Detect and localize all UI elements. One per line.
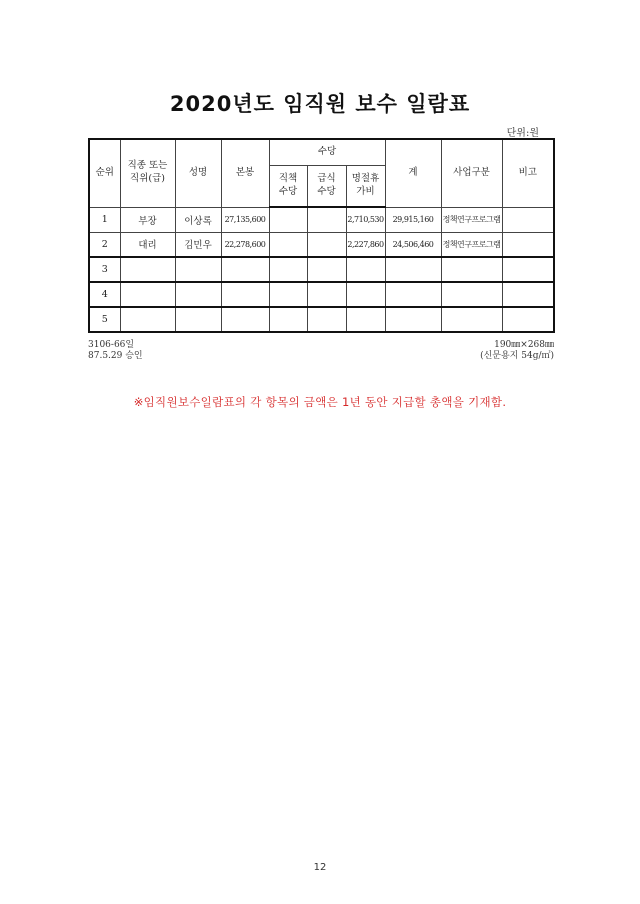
unit-label: 단위:원	[506, 128, 539, 139]
cell-duty	[269, 207, 307, 232]
page-number: 12	[313, 862, 327, 873]
cell-meal	[307, 257, 346, 282]
cell-business: 정책연구프로그램	[441, 232, 502, 257]
cell-holiday: 2,710,530	[346, 207, 385, 232]
cell-holiday	[346, 282, 385, 307]
table-row	[89, 207, 554, 232]
cell-seq: 1	[89, 207, 120, 232]
cell-base-pay: 27,135,600	[221, 207, 269, 232]
table-row	[89, 257, 554, 282]
cell-duty	[269, 257, 307, 282]
cell-position: 부장	[120, 207, 175, 232]
cell-remarks	[502, 307, 554, 332]
header-remarks: 비고	[502, 139, 554, 207]
header-business: 사업구분	[441, 139, 502, 207]
cell-name	[175, 257, 221, 282]
cell-base-pay	[221, 282, 269, 307]
cell-holiday	[346, 257, 385, 282]
page-title: 2020년도 임직원 보수 일람표	[169, 92, 471, 116]
approval-date: 87.5.29 승인	[88, 351, 143, 361]
cell-base-pay: 22,278,600	[221, 232, 269, 257]
paper-type: (신문용지 54g/㎡)	[480, 351, 554, 361]
cell-name	[175, 282, 221, 307]
paper-size: 190㎜×268㎜	[494, 340, 554, 350]
cell-name: 김민우	[175, 232, 221, 257]
header-allowance-holiday: 명절휴 가비	[346, 165, 385, 207]
cell-total	[385, 257, 441, 282]
cell-total	[385, 307, 441, 332]
cell-business	[441, 257, 502, 282]
header-seq: 순위	[89, 139, 120, 207]
cell-meal	[307, 282, 346, 307]
cell-position	[120, 307, 175, 332]
cell-remarks	[502, 232, 554, 257]
cell-remarks	[502, 207, 554, 232]
cell-business	[441, 282, 502, 307]
cell-seq: 3	[89, 257, 120, 282]
cell-meal	[307, 307, 346, 332]
cell-total: 29,915,160	[385, 207, 441, 232]
table-row	[89, 282, 554, 307]
header-allowance-group: 수당	[269, 139, 385, 165]
cell-remarks	[502, 257, 554, 282]
cell-base-pay	[221, 257, 269, 282]
header-position: 직종 또는 직위(급)	[120, 139, 175, 207]
cell-meal	[307, 232, 346, 257]
table-row	[89, 307, 554, 332]
cell-total: 24,506,460	[385, 232, 441, 257]
cell-business	[441, 307, 502, 332]
cell-name: 이상록	[175, 207, 221, 232]
cell-seq: 4	[89, 282, 120, 307]
cell-seq: 5	[89, 307, 120, 332]
cell-duty	[269, 307, 307, 332]
cell-name	[175, 307, 221, 332]
form-code: 3106-66일	[88, 340, 135, 350]
header-total: 계	[385, 139, 441, 207]
cell-business: 정책연구프로그램	[441, 207, 502, 232]
cell-position	[120, 257, 175, 282]
cell-meal	[307, 207, 346, 232]
cell-total	[385, 282, 441, 307]
form-approval-info	[88, 340, 143, 362]
header-allowance-duty: 직책 수당	[269, 165, 307, 207]
cell-holiday: 2,227,860	[346, 232, 385, 257]
cell-position	[120, 282, 175, 307]
cell-holiday	[346, 307, 385, 332]
paper-spec-info	[480, 340, 554, 362]
instruction-note: ※임직원보수일람표의 각 항목의 금액은 1년 동안 지급할 총액을 기재함.	[133, 395, 507, 409]
header-base-pay: 본봉	[221, 139, 269, 207]
cell-base-pay	[221, 307, 269, 332]
table-row	[89, 232, 554, 257]
cell-seq: 2	[89, 232, 120, 257]
salary-table	[88, 138, 555, 333]
cell-remarks	[502, 282, 554, 307]
header-name: 성명	[175, 139, 221, 207]
cell-duty	[269, 282, 307, 307]
cell-position: 대리	[120, 232, 175, 257]
cell-duty	[269, 232, 307, 257]
header-allowance-meal: 급식 수당	[307, 165, 346, 207]
